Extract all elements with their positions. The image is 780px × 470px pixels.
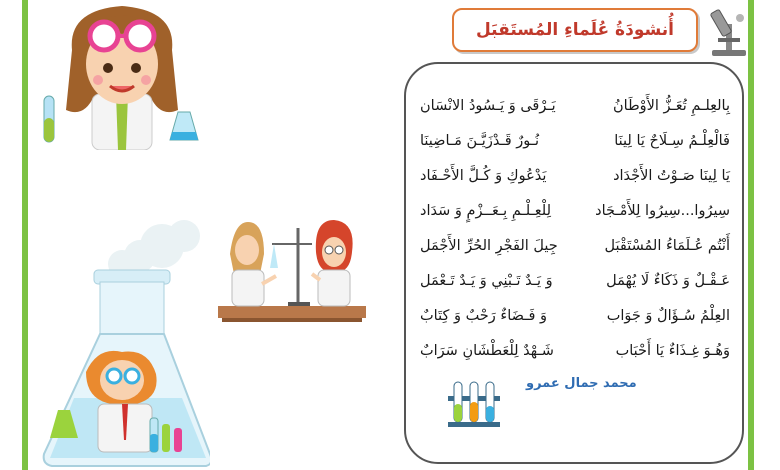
poem-line: [406, 308, 746, 338]
poem-line: [406, 168, 746, 198]
verse-right: العِلْمُ سُـؤَالٌ وَ جَوَاب: [606, 308, 730, 324]
verse-right: فَالْعِلْـمُ سِـلَاحٌ يَا لِينَا: [614, 133, 730, 149]
girl-scientist-icon: [38, 0, 206, 150]
microscope-icon: [704, 4, 754, 58]
verse-right: وَهُـوَ غِـذَاءٌ يَا أَحْبَاب: [615, 343, 730, 359]
verse-left: شَـهْدٌ لِلْعَطْشَانِ سَرَابٌ: [420, 343, 554, 359]
poem-line: [406, 98, 746, 128]
verse-left: وَ يَـدٌ تَـبْنِي وَ يَـدٌ تَـعْمَل: [420, 273, 553, 289]
poem-line: [406, 238, 746, 268]
poem-title: أُنشودَةُ عُلَماءِ المُستَقبَل: [476, 20, 674, 40]
poem-line: [406, 203, 746, 233]
verse-left: لِلْعِـلْـمِ بِـعَــزْمٍ وَ سَدَاد: [420, 203, 551, 219]
verse-right: سِيرُوا...سِيرُوا لِلأَمْـجَاد: [595, 203, 730, 219]
verse-left: يَـرْقَى وَ يَـسُودُ الانْسَان: [420, 98, 556, 114]
poem-line: [406, 133, 746, 163]
right-green-border: [748, 0, 754, 470]
poem-line: [406, 343, 746, 373]
verse-right: يَا لِينَا صَـوْتُ الأَجْدَاد: [613, 168, 730, 184]
poet-name: محمد جمال عمرو: [526, 376, 637, 391]
verse-left: جِيلَ الفَجْرِ الحُرِّ الأَجْمَل: [420, 238, 558, 254]
test-tubes-icon: [446, 378, 502, 428]
poem-box: [404, 62, 744, 464]
flask-boy-icon: [38, 218, 210, 470]
verse-left: يَدْعُوكِ وَ كُـلَّ الأَحْـفَاد: [420, 168, 547, 184]
verse-right: عَـقْـلٌ وَ ذَكَاءٌ لَا يُهْمَل: [606, 273, 730, 289]
poem-line: [406, 273, 746, 303]
scientists-lab-icon: [216, 214, 368, 326]
verse-left: نُـورٌ قَـدْزَيَّـنَ مَـاضِينَا: [420, 133, 540, 149]
verse-left: وَ فَـضَاءٌ رَحْبٌ وَ كِتَابٌ: [420, 308, 547, 324]
verse-right: بِالعِلـمِ تُعَـزُّ الأَوْطَانُ: [613, 98, 730, 114]
left-green-border: [22, 0, 28, 470]
verse-right: أَنْتُم عُـلَمَاءُ المُسْتَقْبَل: [604, 238, 730, 254]
title-box: [452, 8, 698, 52]
